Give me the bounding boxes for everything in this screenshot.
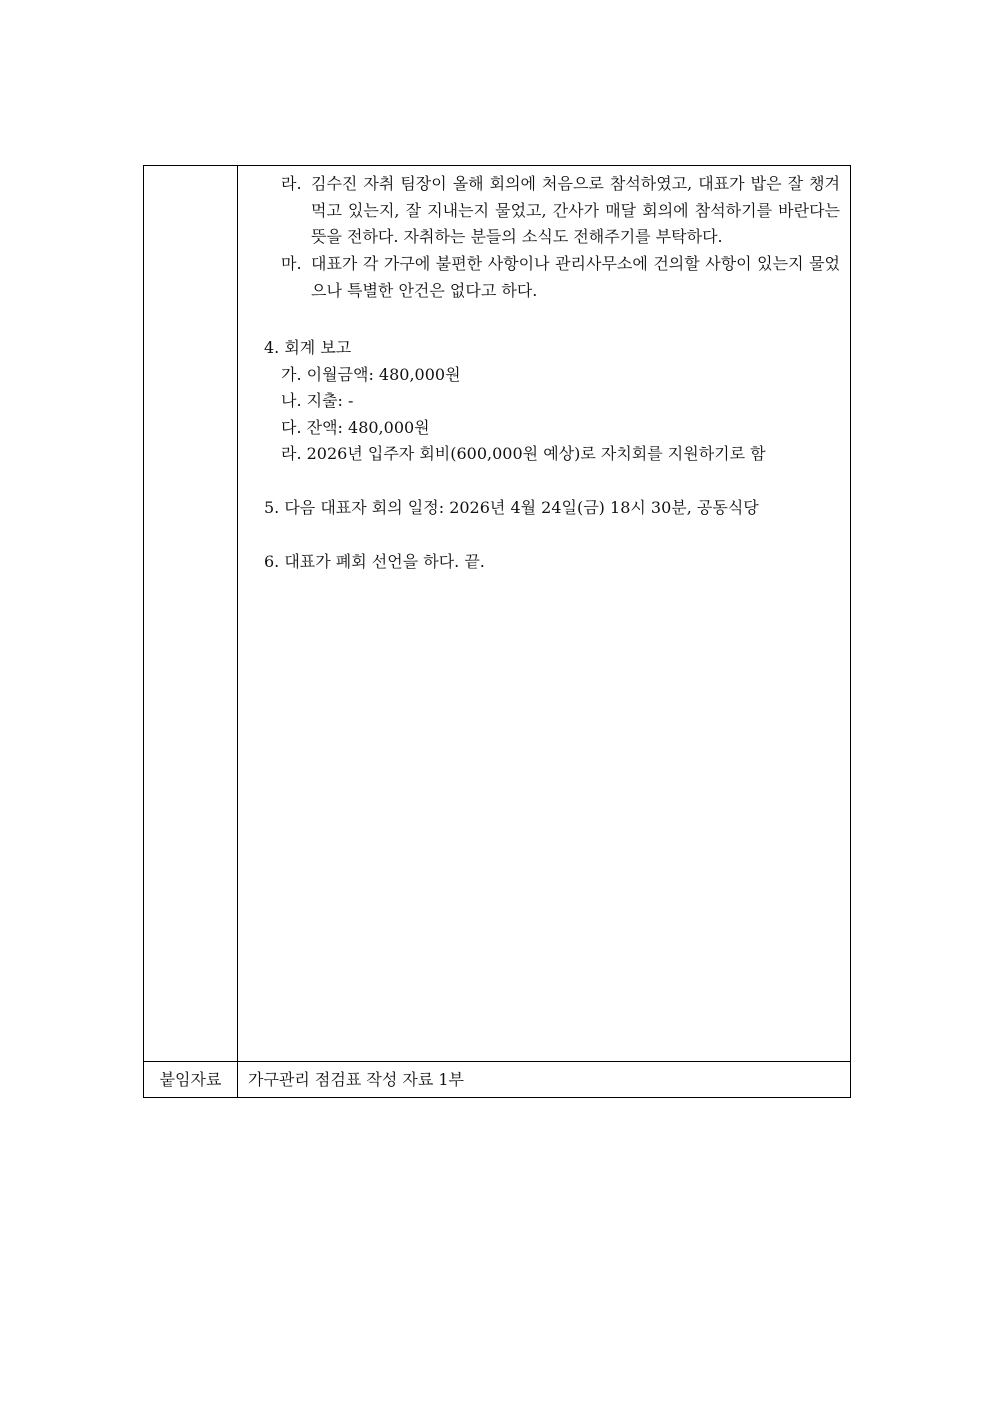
section-5: 5. 다음 대표자 회의 일정: 2026년 4월 24일(금) 18시 30분, 공동식당 bbox=[264, 498, 759, 517]
section-4-heading: 4. 회계 보고 bbox=[264, 338, 352, 357]
item-ma-marker: 마. bbox=[281, 254, 302, 273]
section-4-item-ga: 가. 이월금액: 480,000원 bbox=[281, 365, 461, 384]
item-ma-text: 대표가 각 가구에 불편한 사항이나 관리사무소에 건의할 사항이 있는지 물었으나 특별한 안건은 없다고 하다. bbox=[311, 254, 840, 300]
minutes-content bbox=[238, 166, 850, 1061]
section-4-item-da: 다. 잔액: 480,000원 bbox=[281, 418, 430, 437]
attachment-value: 가구관리 점검표 작성 자료 1부 bbox=[248, 1070, 464, 1089]
attachment-label: 붙임자료 bbox=[159, 1070, 222, 1089]
item-ra-marker: 라. bbox=[281, 174, 302, 193]
section-4-item-ra: 라. 2026년 입주자 회비(600,000원 예상)로 자치회를 지원하기로 함 bbox=[281, 444, 766, 463]
item-ra bbox=[281, 171, 840, 251]
item-ra-text: 김수진 자취 팀장이 올해 회의에 처음으로 참석하였고, 대표가 밥은 잘 챙겨 먹고 있는지, 잘 지내는지 물었고, 간사가 매달 회의에 참석하기를 바란다는 뜻을 전하다. 자취하는 분들의 소식도 전해주기를 부탁하다. bbox=[311, 174, 840, 246]
minutes-table bbox=[143, 165, 851, 1098]
section-6: 6. 대표가 폐회 선언을 하다. 끝. bbox=[264, 552, 485, 571]
section-4-item-na: 나. 지출: - bbox=[281, 391, 354, 410]
item-ma bbox=[281, 251, 840, 304]
